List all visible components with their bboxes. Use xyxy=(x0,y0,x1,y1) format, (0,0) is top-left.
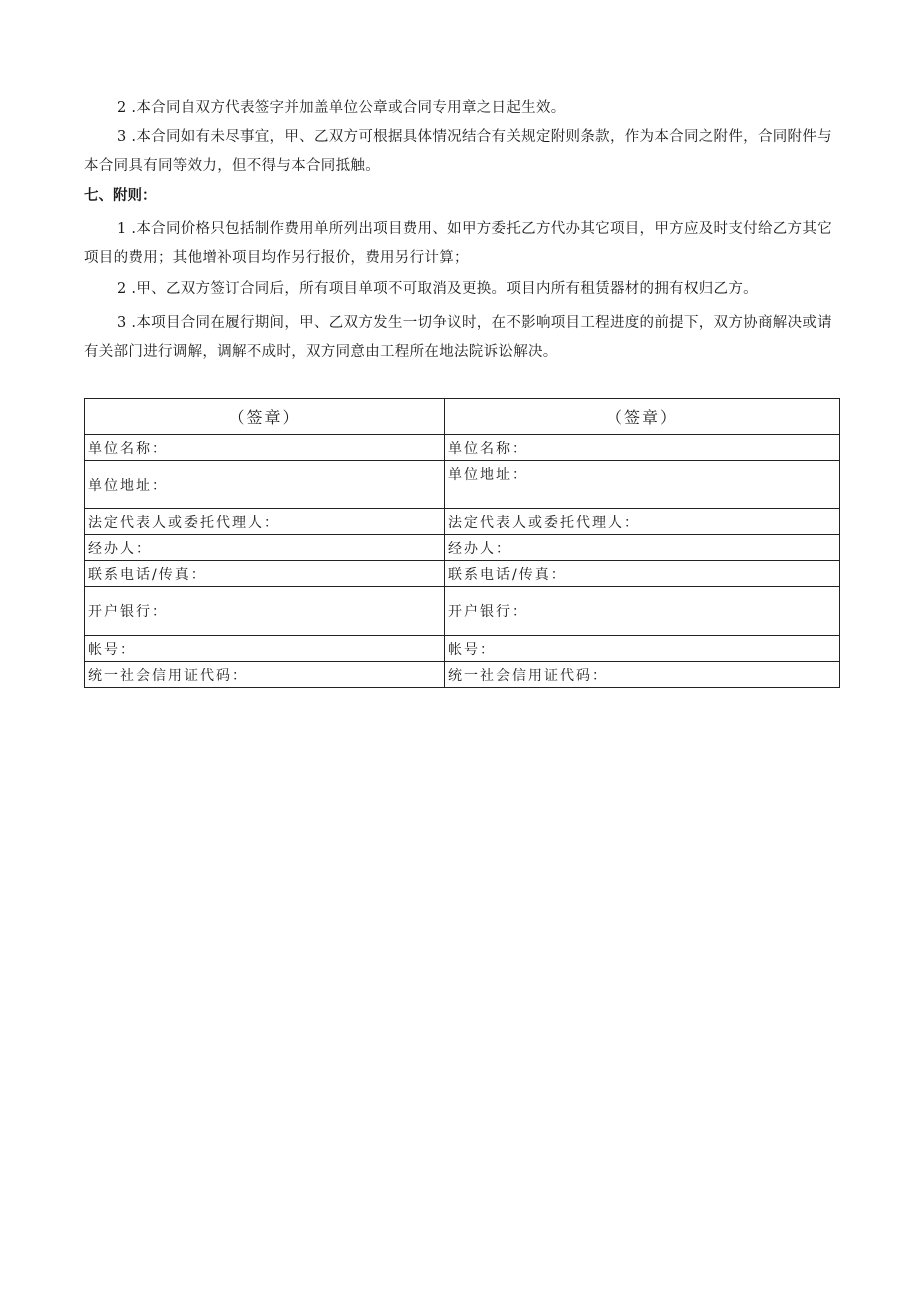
party-b-bank-field[interactable]: 开户银行： xyxy=(445,587,840,636)
table-row xyxy=(85,399,840,435)
party-a-address-field[interactable]: 单位地址： xyxy=(85,461,445,509)
section-7-title: 七、附则： xyxy=(84,187,157,204)
party-b-name-field[interactable]: 单位名称： xyxy=(445,435,840,461)
party-b-credit-code-field[interactable]: 统一社会信用证代码： xyxy=(445,662,840,688)
clause-6-3: 3 .本合同如有未尽事宜，甲、乙双方可根据具体情况结合有关规定附则条款，作为本合同之附件，合同附件与本合同具有同等效力，但不得与本合同抵触。 xyxy=(84,129,832,174)
party-a-seal-header: （签章） xyxy=(85,399,445,435)
clause-7-1: 1 .本合同价格只包括制作费用单所列出项目费用、如甲方委托乙方代办其它项目，甲方应及时支付给乙方其它项目的费用；其他增补项目均作另行报价，费用另行计算； xyxy=(84,221,832,266)
party-b-phone-fax-field[interactable]: 联系电话/传真： xyxy=(445,561,840,587)
party-b-seal-header: （签章） xyxy=(445,399,840,435)
party-b-account-field[interactable]: 帐号： xyxy=(445,636,840,662)
party-b-address-field[interactable]: 单位地址： xyxy=(445,461,840,509)
party-a-credit-code-field[interactable]: 统一社会信用证代码： xyxy=(85,662,445,688)
party-a-name-field[interactable]: 单位名称： xyxy=(85,435,445,461)
party-b-handler-field[interactable]: 经办人： xyxy=(445,535,840,561)
party-b-representative-field[interactable]: 法定代表人或委托代理人： xyxy=(445,509,840,535)
table-row xyxy=(85,461,840,509)
table-row xyxy=(85,435,840,461)
clause-7-2: 2 .甲、乙双方签订合同后，所有项目单项不可取消及更换。项目内所有租赁器材的拥有权归乙方。 xyxy=(117,281,758,297)
table-row xyxy=(85,636,840,662)
party-a-account-field[interactable]: 帐号： xyxy=(85,636,445,662)
table-row xyxy=(85,662,840,688)
party-a-phone-fax-field[interactable]: 联系电话/传真： xyxy=(85,561,445,587)
table-row xyxy=(85,587,840,636)
signature-table xyxy=(84,398,840,688)
clause-7-3: 3 .本项目合同在履行期间，甲、乙双方发生一切争议时，在不影响项目工程进度的前提下，双方协商解决或请有关部门进行调解，调解不成时，双方同意由工程所在地法院诉讼解决。 xyxy=(84,315,832,360)
party-a-representative-field[interactable]: 法定代表人或委托代理人： xyxy=(85,509,445,535)
party-a-bank-field[interactable]: 开户银行： xyxy=(85,587,445,636)
table-row xyxy=(85,509,840,535)
clause-6-2: 2 .本合同自双方代表签字并加盖单位公章或合同专用章之日起生效。 xyxy=(117,100,566,116)
party-a-handler-field[interactable]: 经办人： xyxy=(85,535,445,561)
table-row xyxy=(85,535,840,561)
table-row xyxy=(85,561,840,587)
